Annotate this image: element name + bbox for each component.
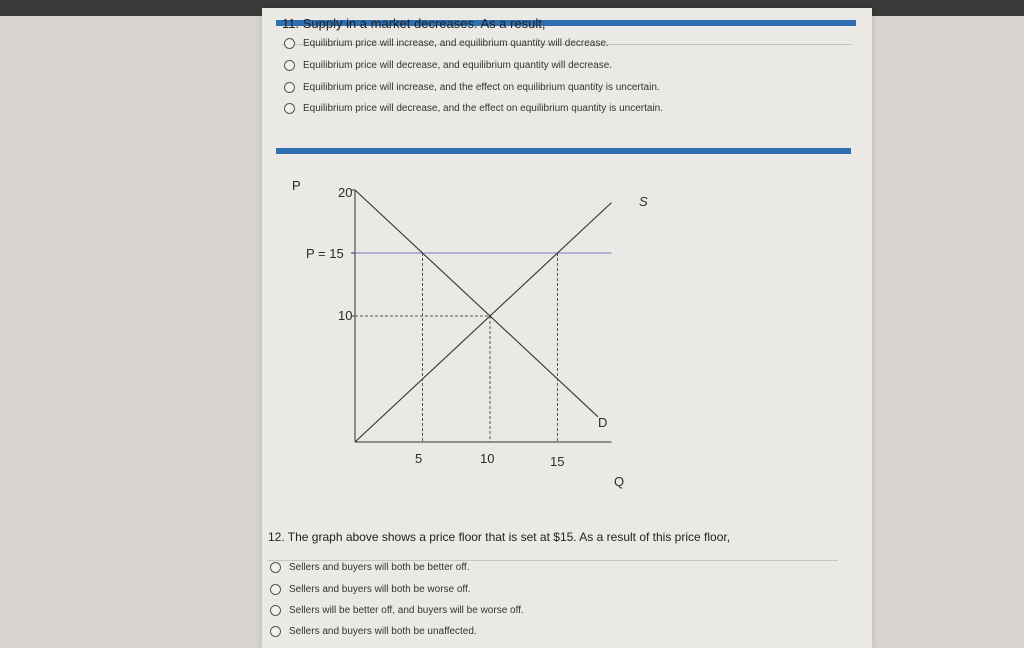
x-tick-5: 5	[415, 451, 423, 466]
q12-option-2[interactable]	[270, 584, 471, 595]
y-tick-10: 10	[338, 308, 353, 323]
radio-button[interactable]	[270, 562, 281, 573]
price-axis-label: P	[292, 178, 301, 193]
q12-option-4[interactable]	[270, 626, 477, 637]
worksheet-page	[262, 8, 872, 648]
price-floor-label: P = 15	[306, 246, 344, 261]
q12-option-3[interactable]	[270, 605, 524, 616]
supply-label: S	[639, 194, 648, 209]
option-label: Equilibrium price will increase, and equilibrium quantity will decrease.	[303, 38, 609, 49]
radio-button[interactable]	[270, 584, 281, 595]
divider	[268, 560, 838, 561]
demand-label: D	[598, 415, 608, 430]
x-tick-10: 10	[480, 451, 495, 466]
option-label: Sellers and buyers will both be worse off.	[289, 584, 471, 595]
option-label: Equilibrium price will decrease, and the effect on equilibrium quantity is uncertain.	[303, 103, 664, 114]
supply-curve	[355, 203, 612, 442]
y-tick-20: 20	[338, 185, 353, 200]
supply-demand-graph	[262, 8, 872, 488]
quantity-axis-label: Q	[614, 474, 625, 489]
option-label: Sellers and buyers will both be better off.	[289, 562, 470, 573]
q12-option-1[interactable]	[270, 562, 469, 573]
option-label: Equilibrium price will decrease, and equilibrium quantity will decrease.	[303, 60, 613, 71]
option-label: Sellers will be better off, and buyers will be worse off.	[289, 605, 524, 616]
option-label: Equilibrium price will increase, and the effect on equilibrium quantity is uncertain.	[303, 82, 660, 93]
radio-button[interactable]	[270, 626, 281, 637]
q11-title: 11. Supply in a market decreases. As a result,	[282, 16, 546, 31]
x-tick-15: 15	[550, 454, 565, 469]
demand-curve	[355, 190, 598, 417]
radio-button[interactable]	[270, 605, 281, 616]
option-label: Sellers and buyers will both be unaffected.	[289, 626, 477, 637]
q12-title: 12. The graph above shows a price floor that is set at $15. As a result of this price floor,	[268, 530, 731, 544]
